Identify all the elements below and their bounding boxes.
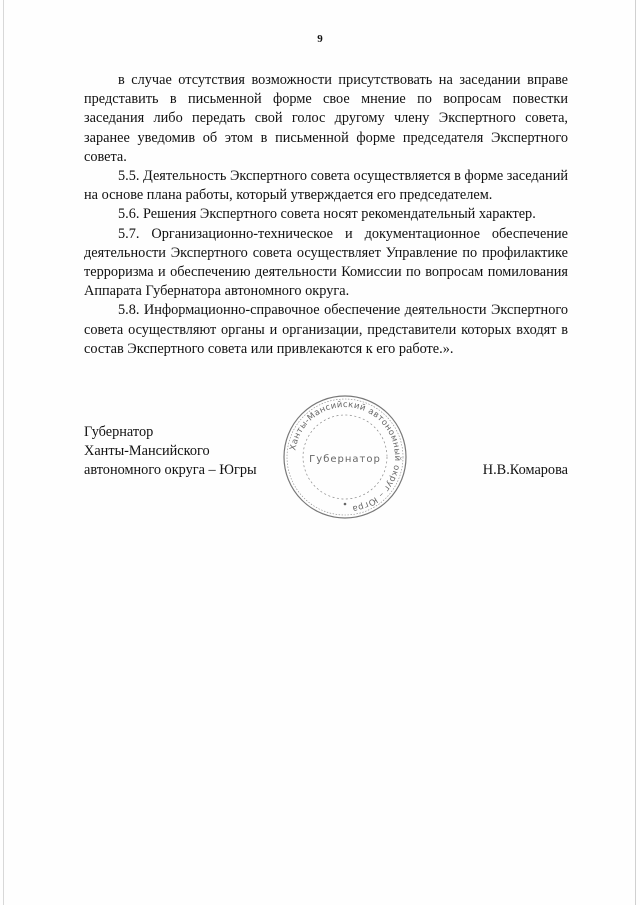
signatory-title-line-2: Ханты-Мансийского: [84, 443, 210, 460]
seal-star: [344, 503, 347, 506]
seal-ring-textpath: Ханты-Мансийский автономный округ – Югра: [288, 399, 403, 514]
signatory-title: [84, 423, 257, 481]
signatory-name: Н.В.Комарова: [482, 462, 568, 478]
paragraph-5-5: 5.5. Деятельность Экспертного совета осуществляется в форме заседаний на основе плана работы, который утверждается его председателем.: [84, 168, 568, 204]
page-number: 9: [317, 33, 323, 45]
paragraph-continuation: в случае отсутствия возможности присутствовать на заседании вправе представить в письменной форме свое мнение по вопросам повестки заседания либо передать свой голос другому члену Экспертного совета, заранее уведомив об этом в письменной форме председателя Экспертного совета.: [84, 72, 568, 165]
signatory-title-line-3: автономного округа – Югры: [84, 462, 257, 479]
seal-stamp-image: [280, 392, 410, 522]
official-seal: [280, 392, 410, 522]
scan-edge-left: [3, 0, 4, 905]
paragraph-5-8: 5.8. Информационно-справочное обеспечение деятельности Экспертного совета осуществляют органы и организации, представители которых входят в состав Экспертного совета или привлекаются к его работе.».: [84, 302, 568, 357]
signatory-title-line-1: Губернатор: [84, 424, 154, 440]
seal-center-text: Губернатор: [309, 454, 381, 465]
document-body: [84, 71, 568, 359]
paragraph-5-6: 5.6. Решения Экспертного совета носят рекомендательный характер.: [118, 206, 536, 223]
scan-edge-right: [635, 0, 636, 905]
paragraph-5-7: 5.7. Организационно-техническое и документационное обеспечение деятельности Экспертного совета осуществляет Управление по профилактике терроризма и обеспечению деятельности Комиссии по вопросам помилования Аппарата Губернатора автономного округа.: [84, 225, 568, 300]
